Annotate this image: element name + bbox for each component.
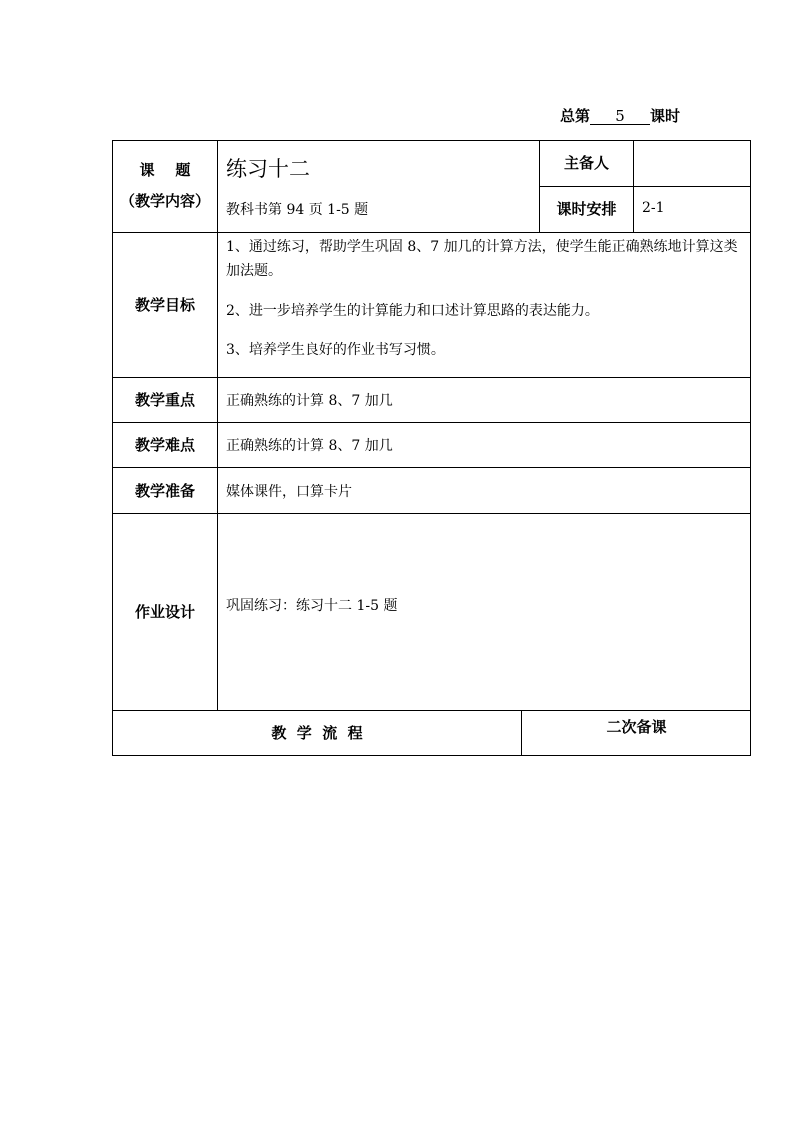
row-divider bbox=[112, 467, 751, 468]
header-prefix: 总第 bbox=[560, 107, 591, 125]
lesson-number: 5 bbox=[590, 108, 650, 125]
preparation-value: 媒体课件，口算卡片 bbox=[226, 484, 352, 500]
lesson-count-header bbox=[560, 105, 680, 126]
schedule-label: 课时安排 bbox=[556, 200, 617, 218]
col-divider bbox=[633, 140, 634, 232]
secondary-preparation-label: 二次备课 bbox=[606, 718, 667, 736]
preparer-label: 主备人 bbox=[563, 154, 609, 172]
textbook-reference: 教科书第 94 页 1-5 题 bbox=[226, 202, 369, 218]
objective-item: 3、培养学生良好的作业书写习惯。 bbox=[226, 342, 445, 358]
key-points-label: 教学重点 bbox=[134, 391, 195, 409]
topic-label: 课 题 bbox=[139, 161, 191, 179]
objective-item: 2、进一步培养学生的计算能力和口述计算思路的表达能力。 bbox=[226, 303, 599, 319]
key-points-value: 正确熟练的计算 8、7 加几 bbox=[226, 393, 393, 409]
teaching-process-label: 教 学 流 程 bbox=[271, 724, 363, 742]
schedule-value: 2-1 bbox=[642, 200, 665, 216]
row-divider bbox=[112, 377, 751, 378]
objective-item: 1、通过练习，帮助学生巩固 8、7 加几的计算方法，使学生能正确熟练地计算这类加法题。 bbox=[226, 239, 738, 279]
difficulties-value: 正确熟练的计算 8、7 加几 bbox=[226, 438, 393, 454]
header-suffix: 课时 bbox=[650, 107, 681, 125]
homework-value: 巩固练习：练习十二 1-5 题 bbox=[226, 598, 398, 614]
col-divider bbox=[217, 140, 218, 710]
row-divider bbox=[539, 186, 751, 187]
row-divider bbox=[112, 513, 751, 514]
lesson-title: 练习十二 bbox=[226, 157, 310, 181]
objectives-label: 教学目标 bbox=[134, 296, 195, 314]
preparation-label: 教学准备 bbox=[134, 482, 195, 500]
homework-label: 作业设计 bbox=[134, 603, 195, 621]
topic-sublabel: （教学内容） bbox=[119, 192, 210, 210]
row-divider bbox=[112, 232, 751, 233]
row-divider bbox=[112, 422, 751, 423]
difficulties-label: 教学难点 bbox=[134, 436, 195, 454]
row-divider bbox=[112, 710, 751, 711]
